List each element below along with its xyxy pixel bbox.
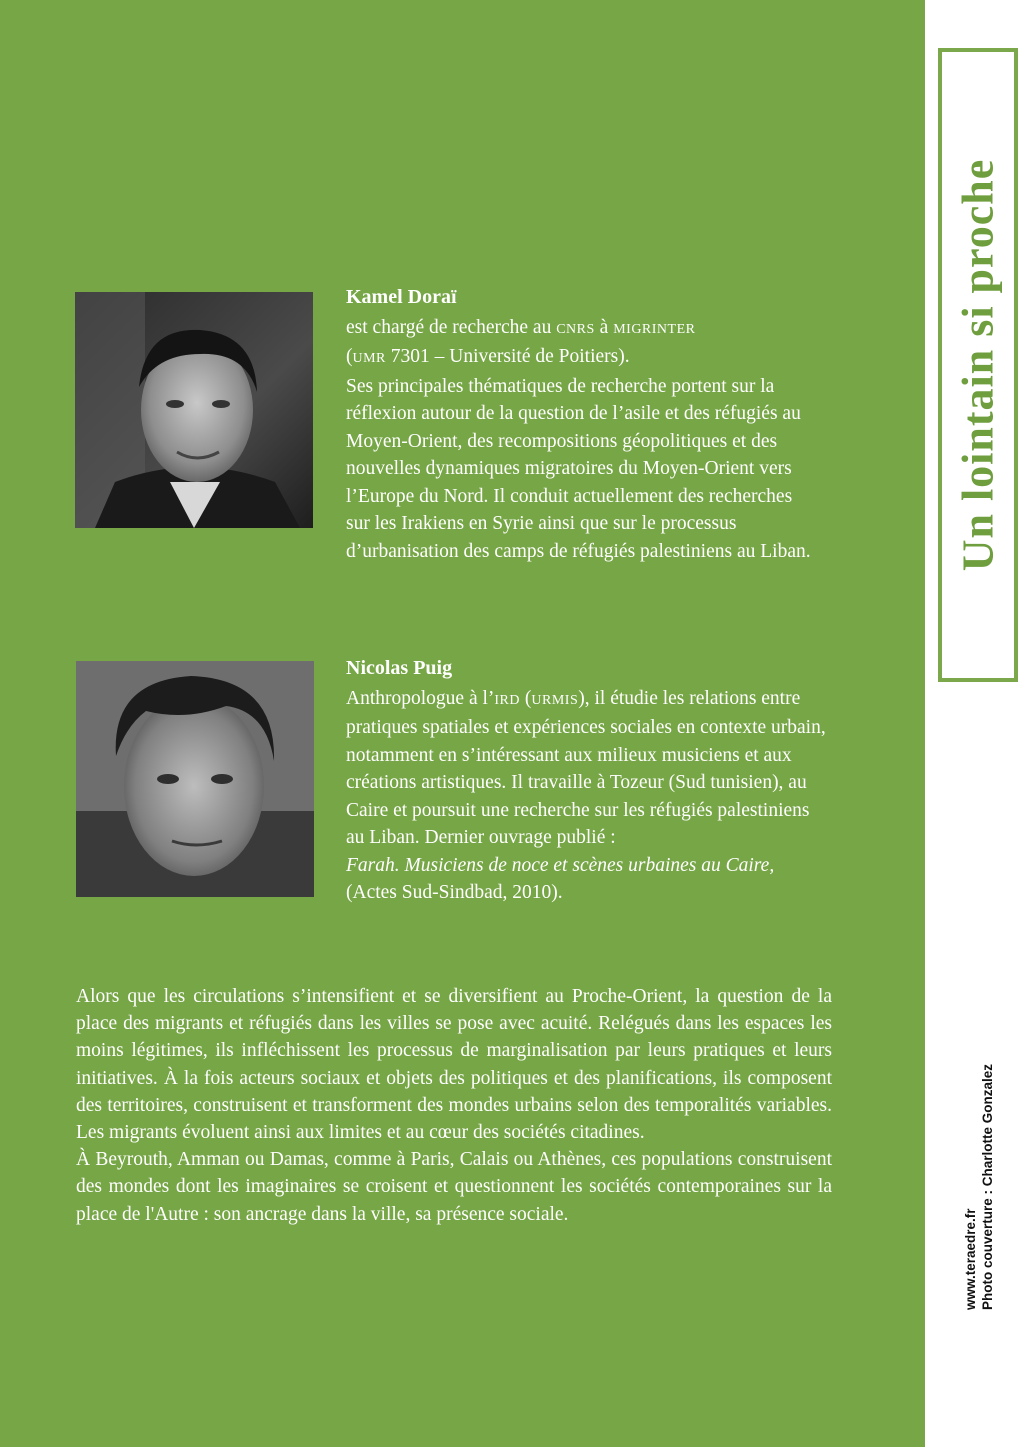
- author-photo-nicolas-puig: [76, 661, 314, 897]
- summary-paragraph: À Beyrouth, Amman ou Damas, comme à Paris, Calais ou Athènes, ces populations construisent des mondes dont les imaginaires se croisent et questionnent les sociétés contemporaines sur la place de l'Autre : son ancrage dans la ville, sa présence sociale.: [76, 1149, 832, 1225]
- author-bio-text: est chargé de recherche au CNRS à MIGRINTER (UMR 7301 – Université de Poitiers). Ses principales thématiques de recherche portent sur la réflexion autour de la question de l’asile et des réfugiés au Moyen-Orient, des recompositions géopolitiques et des nouvelles dynamiques migratoires du Moyen-Orient vers l’Europe du Nord. Il conduit actuellement des recherches sur les Irakiens en Syrie ainsi que sur le processus d’urbanisation des camps de réfugiés palestiniens au Liban.: [346, 316, 811, 562]
- book-title: Farah. Musiciens de noce et scènes urbaines au Caire,: [346, 854, 775, 876]
- photo-credit: Photo couverture : Charlotte Gonzalez: [980, 1063, 995, 1310]
- website-link[interactable]: www.teraedre.fr: [963, 1208, 978, 1310]
- spine-credits: [962, 1064, 996, 1310]
- summary-paragraph: Alors que les circulations s’intensifient et se diversifient au Proche-Orient, la question de la place des migrants et réfugiés dans les villes se pose avec acuité. Relégués dans les espaces les moins légitimes, ils infléchissent les processus de marginalisation par leurs pratiques et leurs initiatives. À la fois acteurs sociaux et objets des politiques et des planifications, ils composent des territoires, construisent et transforment des mondes urbains selon des temporalités variables. Les migrants évoluent ainsi aux limites et au cœur des sociétés citadines.: [76, 986, 832, 1144]
- author-bio-text: Anthropologue à l’IRD (URMIS), il étudie les relations entre pratiques spatiales et expériences sociales en contexte urbain, notamment en s’intéressant aux milieux musiciens et aux créations artistiques. Il travaille à Tozeur (Sud tunisien), au Caire et poursuit une recherche sur les réfugiés palestiniens au Liban. Dernier ouvrage publié : Farah. Musiciens de noce et scènes urbaines au Caire, (Actes Sud-Sindbad, 2010).: [346, 687, 826, 903]
- spine-title-box: [938, 48, 1018, 682]
- book-summary: [76, 983, 832, 1228]
- author-photo-kamel-dorai: [75, 292, 313, 528]
- author-bio-kamel-dorai: [346, 284, 816, 565]
- book-title-spine: Un lointain si proche: [953, 158, 1003, 572]
- author-bio-nicolas-puig: [346, 655, 826, 907]
- author-name: Nicolas Puig: [346, 657, 453, 679]
- author-name: Kamel Doraï: [346, 286, 457, 308]
